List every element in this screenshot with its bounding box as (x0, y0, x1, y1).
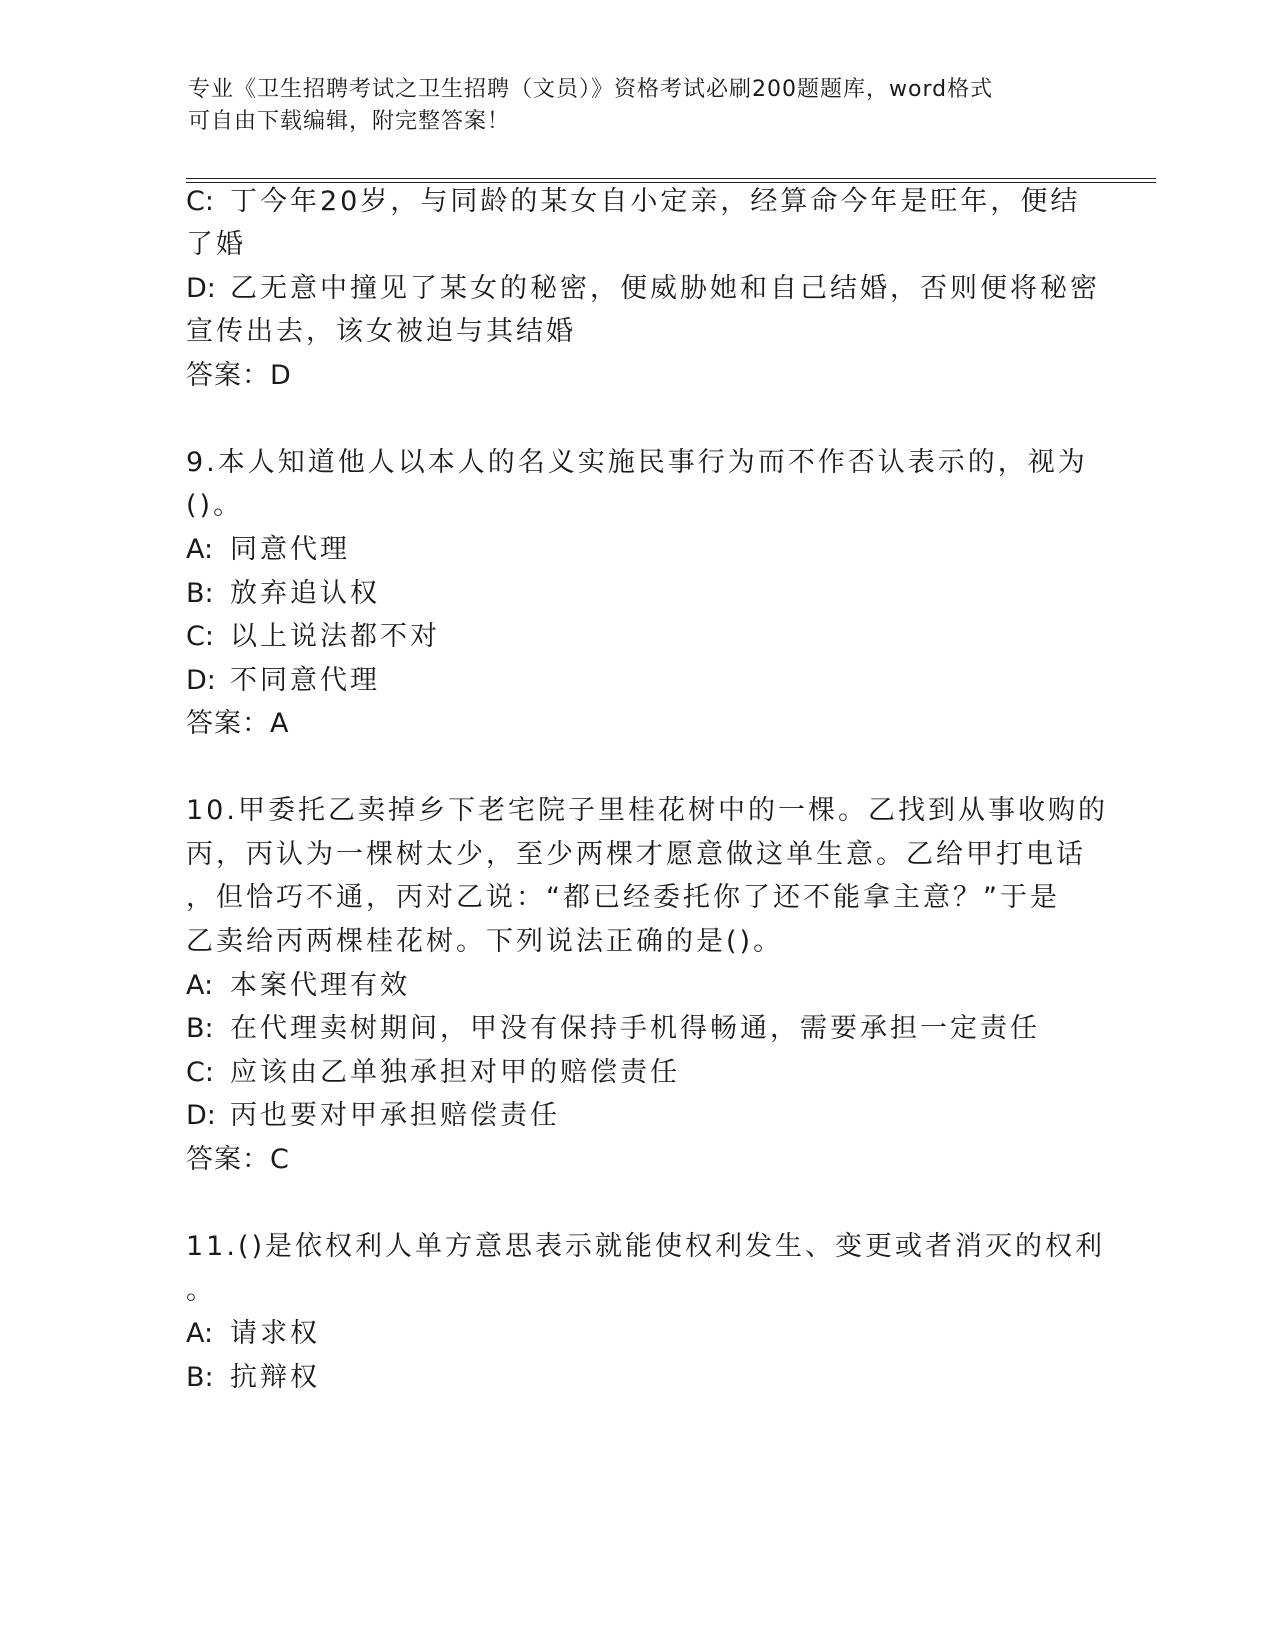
question-9-option-d (186, 664, 380, 698)
question-10-option-c (186, 1056, 680, 1090)
option-text: 在代理卖树期间，甲没有保持手机得畅通，需要承担一定责任 (230, 1013, 1040, 1044)
option-d-line-2: 宣传出去，该女被迫与其结婚 (186, 316, 576, 347)
question-11-option-b (186, 1361, 320, 1395)
option-text: 放弃追认权 (230, 578, 380, 609)
option-text: 本案代理有效 (230, 970, 410, 1001)
question-9-option-c (186, 620, 440, 654)
header-rule-bottom (186, 182, 1156, 183)
answer-line: 答案：D (186, 360, 292, 391)
question-10-stem-4: 乙卖给丙两棵桂花树。下列说法正确的是()。 (186, 926, 784, 957)
question-10-stem-1: 10.甲委托乙卖掉乡下老宅院子里桂花树中的一棵。乙找到从事收购的 (186, 795, 1108, 826)
question-10-option-a (186, 969, 410, 1003)
question-10-option-b (186, 1012, 1040, 1046)
option-key: D: (186, 1100, 216, 1131)
option-c-line-1 (186, 185, 1080, 219)
option-text: 请求权 (230, 1318, 320, 1349)
option-text: 不同意代理 (230, 665, 380, 696)
question-9-option-a (186, 533, 350, 567)
question-11-stem-2: 。 (186, 1275, 216, 1306)
question-9-option-b (186, 577, 380, 611)
option-key: A: (186, 1318, 214, 1349)
option-key: B: (186, 1362, 214, 1393)
option-text: 抗辩权 (230, 1362, 320, 1393)
question-11-stem-1: 11.()是依权利人单方意思表示就能使权利发生、变更或者消灭的权利 (186, 1231, 1106, 1262)
option-key: D: (186, 665, 216, 696)
option-key: C: (186, 1057, 214, 1088)
header-line-1: 专业《卫生招聘考试之卫生招聘（文员）》资格考试必刷200题题库，word格式 (188, 77, 994, 102)
option-text: 应该由乙单独承担对甲的赔偿责任 (230, 1057, 680, 1088)
option-text: 同意代理 (230, 534, 350, 565)
page-header (188, 74, 1068, 138)
question-10-stem-3: ，但恰巧不通，丙对乙说：“都已经委托你了还不能拿主意？”于是 (186, 882, 1060, 913)
question-10-option-d (186, 1099, 560, 1133)
option-key: B: (186, 578, 214, 609)
option-key: B: (186, 1013, 214, 1044)
question-11-option-a (186, 1317, 320, 1351)
option-text: 丙也要对甲承担赔偿责任 (230, 1100, 560, 1131)
option-key: A: (186, 970, 214, 1001)
question-9-answer: 答案：A (186, 708, 290, 739)
question-9-stem-1: 9.本人知道他人以本人的名义实施民事行为而不作否认表示的，视为 (186, 447, 1088, 478)
header-line-2: 可自由下载编辑，附完整答案！ (188, 109, 511, 134)
option-text: 乙无意中撞见了某女的秘密，便威胁她和自己结婚，否则便将秘密 (230, 273, 1100, 304)
question-10-answer: 答案：C (186, 1144, 290, 1175)
option-key: C: (186, 621, 214, 652)
option-text: 丁今年20岁，与同龄的某女自小定亲，经算命今年是旺年，便结 (230, 186, 1081, 217)
option-key: C: (186, 186, 214, 217)
option-key: A: (186, 534, 214, 565)
option-c-line-2: 了婚 (186, 229, 246, 260)
option-text: 以上说法都不对 (230, 621, 440, 652)
question-9-stem-2: ()。 (186, 490, 244, 521)
header-rule-top (186, 178, 1156, 179)
option-key: D: (186, 273, 216, 304)
option-d-line-1 (186, 272, 1100, 306)
question-10-stem-2: 丙，丙认为一棵树太少，至少两棵才愿意做这单生意。乙给甲打电话 (186, 839, 1086, 870)
